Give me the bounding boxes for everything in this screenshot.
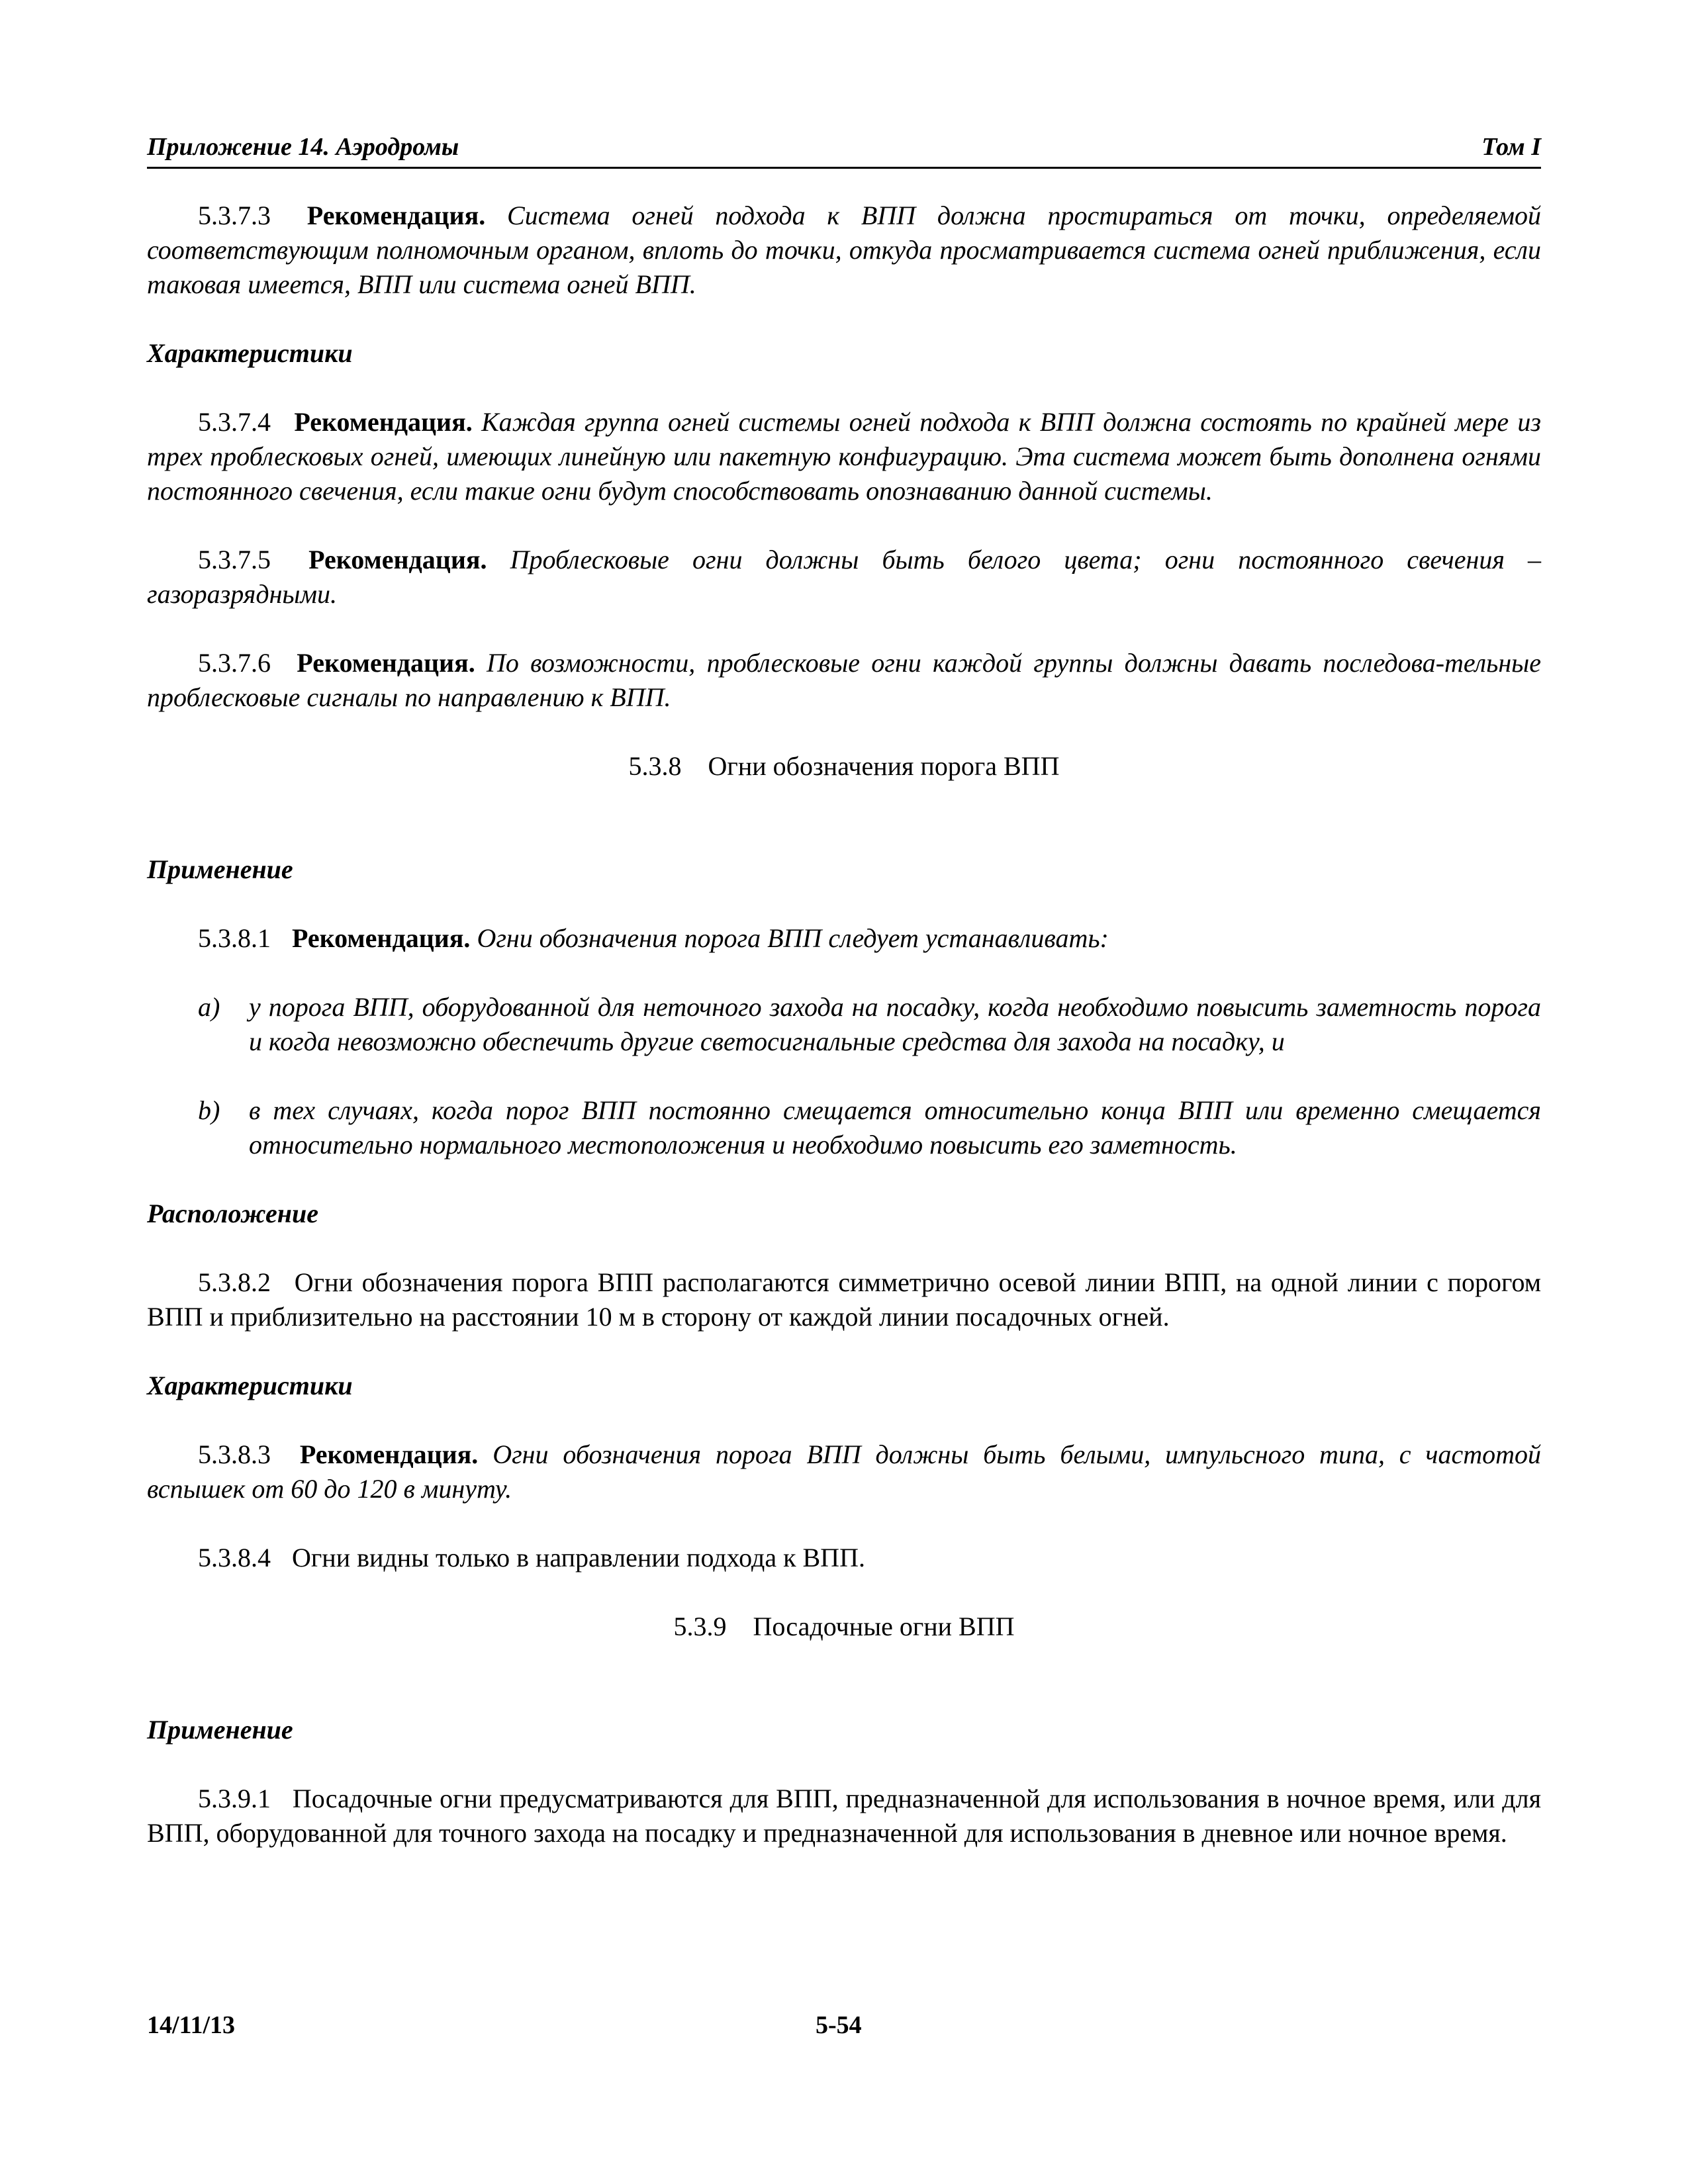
paragraph-5-3-7-4 bbox=[147, 405, 1541, 508]
paragraph-5-3-8-4 bbox=[147, 1541, 1541, 1575]
subheading-application: Применение bbox=[147, 854, 293, 884]
footer-date: 14/11/13 bbox=[147, 2011, 236, 2039]
recommendation-label: Рекомендация. bbox=[306, 201, 486, 230]
section-title-5-3-9 bbox=[147, 1610, 1541, 1644]
paragraph-text: Огни обозначения порога ВПП располагаются симметрично осевой линии ВПП, на одной линии с порогом ВПП и приблизительно на расстоянии 10 м в сторону от каждой линии посадочных огней. bbox=[147, 1267, 1542, 1332]
header-title: Приложение 14. Аэродромы bbox=[147, 133, 459, 161]
list-marker: b) bbox=[198, 1095, 220, 1125]
paragraph-5-3-9-1 bbox=[147, 1782, 1541, 1850]
paragraph-5-3-8-3 bbox=[147, 1437, 1541, 1506]
recommendation-label: Рекомендация. bbox=[299, 1439, 479, 1469]
recommendation-label: Рекомендация. bbox=[292, 923, 471, 953]
paragraph-text: Огни обозначения порога ВПП должны быть белыми, импульсного типа, с частотой вспышек от 60 до 120 в минуту. bbox=[147, 1439, 1542, 1504]
subheading-characteristics: Характеристики bbox=[147, 1371, 353, 1400]
paragraph-number: 5.3.7.4 bbox=[198, 407, 271, 437]
paragraph-text: Посадочные огни предусматриваются для ВПП, предназначенной для использования в ночное время, или для ВПП, оборудованной для точного захода на посадку и предназначенной для использования в дневное или ночное время. bbox=[147, 1784, 1541, 1848]
paragraph-text: По возможности, проблесковые огни каждой группы должны давать последова-тельные проблесковые сигналы по направлению к ВПП. bbox=[147, 648, 1542, 712]
paragraph-number: 5.3.9.1 bbox=[198, 1784, 271, 1813]
paragraph-text: Система огней подхода к ВПП должна простираться от точки, определяемой соответствующим полномочным органом, вплоть до точки, откуда просматривается система огней приближения, если таковая имеется, ВПП или система огней ВПП. bbox=[147, 201, 1541, 299]
paragraph-number: 5.3.8.2 bbox=[198, 1267, 271, 1297]
paragraph-text: Огни видны только в направлении подхода к ВПП. bbox=[292, 1543, 865, 1572]
paragraph-text: Огни обозначения порога ВПП следует устанавливать: bbox=[477, 923, 1109, 953]
list-text: у порога ВПП, оборудованной для неточного захода на посадку, когда необходимо повысить заметность порога и когда невозможно обеспечить другие светосигнальные средства для захода на посадку, и bbox=[249, 992, 1541, 1056]
subheading-location: Расположение bbox=[147, 1199, 318, 1228]
list-text: в тех случаях, когда порог ВПП постоянно смещается относительно конца ВПП или временно смещается относительно нормального местоположения и необходимо повысить его заметность. bbox=[249, 1095, 1541, 1160]
paragraph-number: 5.3.8.4 bbox=[198, 1543, 271, 1572]
paragraph-number: 5.3.7.6 bbox=[198, 648, 271, 678]
recommendation-label: Рекомендация. bbox=[294, 407, 473, 437]
paragraph-number: 5.3.7.3 bbox=[198, 201, 271, 230]
section-title-text: Огни обозначения порога ВПП bbox=[708, 751, 1060, 781]
section-number: 5.3.9 bbox=[673, 1612, 727, 1641]
recommendation-label: Рекомендация. bbox=[308, 545, 487, 574]
list-item-b bbox=[147, 1093, 1541, 1162]
header-volume: Том I bbox=[1481, 133, 1541, 161]
paragraph-text: Каждая группа огней системы огней подхода к ВПП должна состоять по крайней мере из трех проблесковых огней, имеющих линейную или пакетную конфигурацию. Эта система может быть дополнена огнями постоянного свечения, если такие огни будут способствовать опознаванию данной системы. bbox=[147, 407, 1542, 506]
footer-page-number: 5-54 bbox=[816, 2011, 862, 2039]
paragraph-text: Проблесковые огни должны быть белого цвета; огни постоянного свечения – газоразрядными. bbox=[147, 545, 1542, 609]
section-title-text: Посадочные огни ВПП bbox=[753, 1612, 1015, 1641]
list-item-a bbox=[147, 990, 1541, 1059]
paragraph-number: 5.3.7.5 bbox=[198, 545, 271, 574]
paragraph-5-3-7-6 bbox=[147, 646, 1541, 715]
paragraph-5-3-8-1 bbox=[147, 921, 1541, 956]
subheading-application: Применение bbox=[147, 1715, 293, 1745]
recommendation-label: Рекомендация. bbox=[297, 648, 475, 678]
paragraph-5-3-7-5 bbox=[147, 543, 1541, 612]
page-header bbox=[147, 132, 1541, 169]
paragraph-number: 5.3.8.1 bbox=[198, 923, 271, 953]
section-title-5-3-8 bbox=[147, 749, 1541, 784]
subheading-characteristics: Характеристики bbox=[147, 338, 353, 368]
section-number: 5.3.8 bbox=[628, 751, 682, 781]
paragraph-number: 5.3.8.3 bbox=[198, 1439, 271, 1469]
paragraph-5-3-8-2 bbox=[147, 1265, 1541, 1334]
paragraph-5-3-7-3 bbox=[147, 199, 1541, 302]
page-content bbox=[147, 199, 1541, 1885]
list-marker: a) bbox=[198, 992, 220, 1022]
